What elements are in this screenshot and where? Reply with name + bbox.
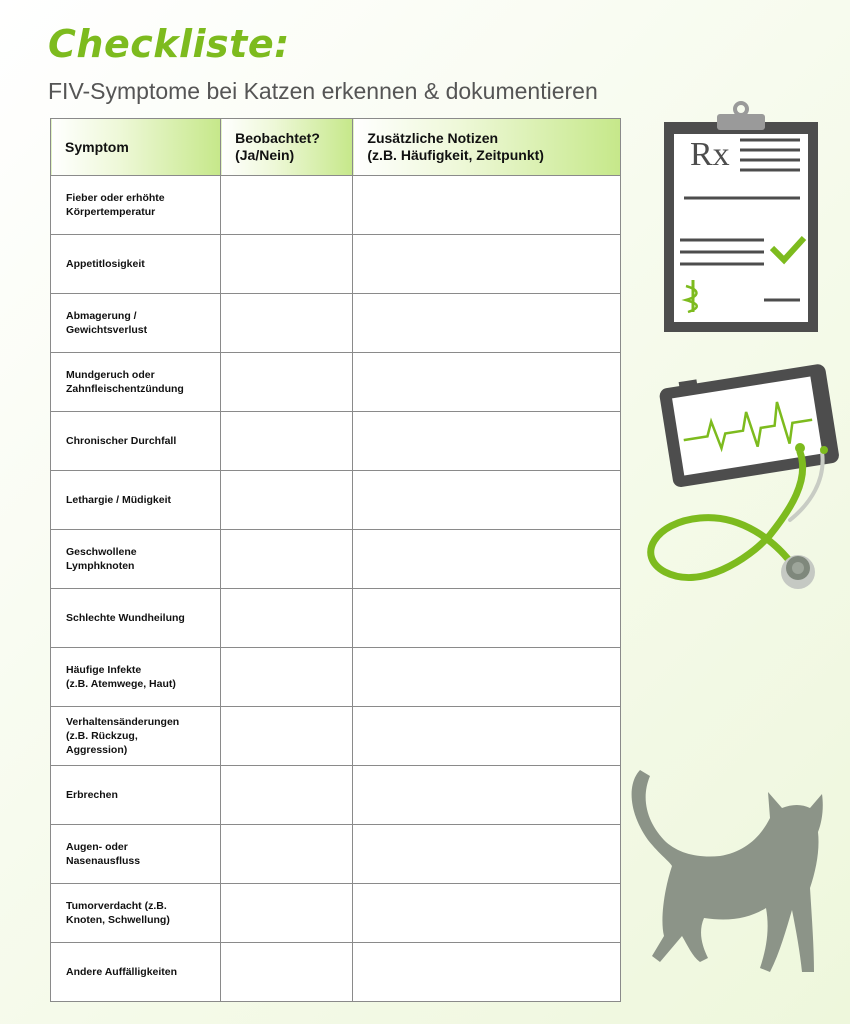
column-header-line: (Ja/Nein) bbox=[235, 147, 295, 163]
symptom-cell bbox=[51, 707, 221, 766]
symptom-label: Verhaltensänderungen bbox=[66, 716, 180, 728]
symptom-label: Augen- oder bbox=[66, 841, 128, 853]
notes-cell[interactable] bbox=[353, 294, 621, 353]
notes-cell[interactable] bbox=[353, 943, 621, 1002]
symptom-label: (z.B. Rückzug, bbox=[66, 730, 138, 742]
symptom-label: Schlechte Wundheilung bbox=[66, 612, 185, 624]
notes-cell[interactable] bbox=[353, 766, 621, 825]
notes-cell[interactable] bbox=[353, 589, 621, 648]
symptom-cell bbox=[51, 235, 221, 294]
cat-silhouette-icon bbox=[620, 760, 835, 982]
symptom-cell bbox=[51, 884, 221, 943]
symptom-label: (z.B. Atemwege, Haut) bbox=[66, 678, 176, 690]
table-row bbox=[51, 825, 621, 884]
column-header-symptom bbox=[51, 119, 221, 176]
table-row bbox=[51, 589, 621, 648]
table-row bbox=[51, 412, 621, 471]
observed-cell[interactable] bbox=[221, 353, 353, 412]
symptom-label: Zahnfleischentzündung bbox=[66, 383, 184, 395]
observed-cell[interactable] bbox=[221, 766, 353, 825]
symptom-label: Andere Auffälligkeiten bbox=[66, 966, 178, 978]
table-row bbox=[51, 884, 621, 943]
table-row bbox=[51, 648, 621, 707]
symptom-cell bbox=[51, 589, 221, 648]
symptom-cell bbox=[51, 412, 221, 471]
symptom-cell bbox=[51, 648, 221, 707]
notes-cell[interactable] bbox=[353, 884, 621, 943]
rx-label: Rx bbox=[690, 136, 730, 173]
column-header-line: Zusätzliche Notizen bbox=[367, 130, 499, 146]
notes-cell[interactable] bbox=[353, 530, 621, 589]
page-subtitle: FIV-Symptome bei Katzen erkennen & dokumentieren bbox=[48, 78, 598, 104]
symptom-label: Knoten, Schwellung) bbox=[66, 914, 170, 926]
observed-cell[interactable] bbox=[221, 471, 353, 530]
symptom-label: Geschwollene bbox=[66, 546, 137, 558]
column-header-line: Symptom bbox=[65, 138, 129, 155]
table-header-row bbox=[51, 119, 621, 176]
table-row bbox=[51, 530, 621, 589]
symptom-label: Aggression) bbox=[66, 744, 128, 756]
symptom-cell bbox=[51, 353, 221, 412]
table-row bbox=[51, 235, 621, 294]
column-header-line: Beobachtet? bbox=[235, 130, 320, 146]
table-row bbox=[51, 707, 621, 766]
observed-cell[interactable] bbox=[221, 943, 353, 1002]
symptom-label: Körpertemperatur bbox=[66, 206, 156, 218]
symptom-checklist-table bbox=[50, 118, 621, 1002]
observed-cell[interactable] bbox=[221, 707, 353, 766]
table-row bbox=[51, 766, 621, 825]
symptom-label: Lethargie / Müdigkeit bbox=[66, 494, 172, 506]
observed-cell[interactable] bbox=[221, 648, 353, 707]
symptom-label: Mundgeruch oder bbox=[66, 369, 155, 381]
observed-cell[interactable] bbox=[221, 176, 353, 235]
notes-cell[interactable] bbox=[353, 471, 621, 530]
notes-cell[interactable] bbox=[353, 648, 621, 707]
column-header-line: (z.B. Häufigkeit, Zeitpunkt) bbox=[367, 147, 544, 163]
column-header-notes bbox=[353, 119, 621, 176]
symptom-label: Erbrechen bbox=[66, 789, 118, 801]
table-row bbox=[51, 353, 621, 412]
observed-cell[interactable] bbox=[221, 825, 353, 884]
symptom-label: Fieber oder erhöhte bbox=[66, 192, 165, 204]
table-row bbox=[51, 943, 621, 1002]
notes-cell[interactable] bbox=[353, 353, 621, 412]
observed-cell[interactable] bbox=[221, 235, 353, 294]
page-title: Checkliste: bbox=[48, 22, 290, 66]
table-row bbox=[51, 471, 621, 530]
symptom-cell bbox=[51, 294, 221, 353]
table-row bbox=[51, 294, 621, 353]
observed-cell[interactable] bbox=[221, 884, 353, 943]
symptom-label: Appetitlosigkeit bbox=[66, 258, 145, 270]
observed-cell[interactable] bbox=[221, 589, 353, 648]
symptom-cell bbox=[51, 530, 221, 589]
column-header-observed bbox=[221, 119, 353, 176]
symptom-label: Abmagerung / bbox=[66, 310, 137, 322]
symptom-cell bbox=[51, 943, 221, 1002]
notes-cell[interactable] bbox=[353, 176, 621, 235]
symptom-label: Tumorverdacht (z.B. bbox=[66, 900, 167, 912]
notes-cell[interactable] bbox=[353, 707, 621, 766]
notes-cell[interactable] bbox=[353, 412, 621, 471]
symptom-label: Chronischer Durchfall bbox=[66, 435, 177, 447]
symptom-label: Häufige Infekte bbox=[66, 664, 142, 676]
observed-cell[interactable] bbox=[221, 530, 353, 589]
observed-cell[interactable] bbox=[221, 294, 353, 353]
symptom-cell bbox=[51, 766, 221, 825]
notes-cell[interactable] bbox=[353, 235, 621, 294]
symptom-label: Lymphknoten bbox=[66, 560, 135, 572]
symptom-cell bbox=[51, 176, 221, 235]
stethoscope-icon bbox=[640, 440, 840, 600]
table-row bbox=[51, 176, 621, 235]
symptom-cell bbox=[51, 825, 221, 884]
symptom-cell bbox=[51, 471, 221, 530]
notes-cell[interactable] bbox=[353, 825, 621, 884]
symptom-label: Nasenausfluss bbox=[66, 855, 141, 867]
clipboard-prescription-icon bbox=[660, 100, 822, 335]
observed-cell[interactable] bbox=[221, 412, 353, 471]
symptom-label: Gewichtsverlust bbox=[66, 324, 148, 336]
